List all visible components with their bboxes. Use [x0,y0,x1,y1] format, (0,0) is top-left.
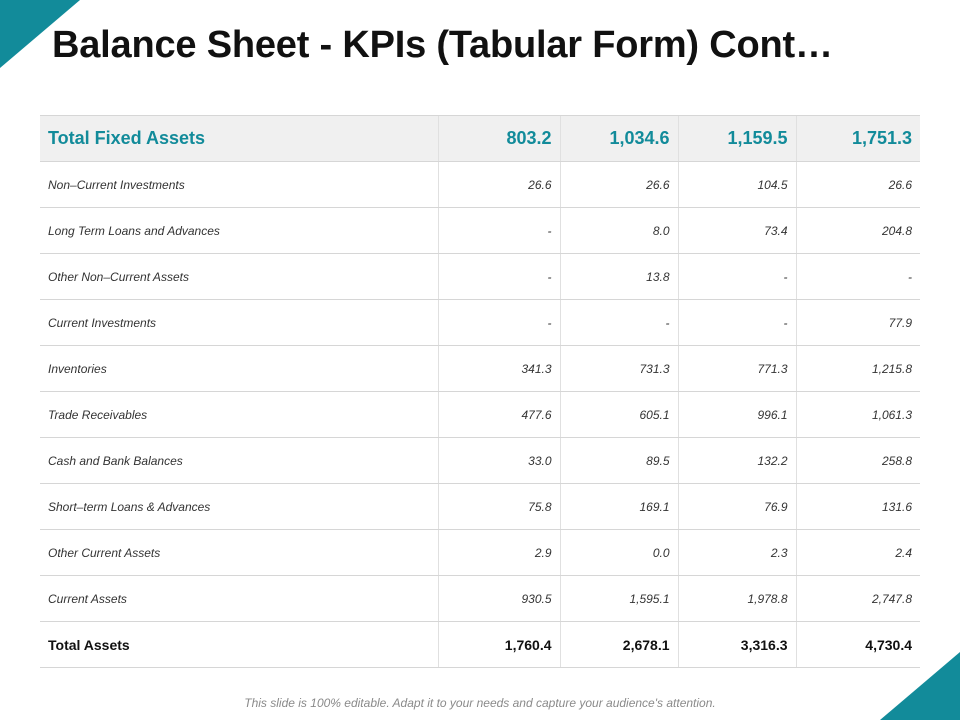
table-row [40,484,920,530]
cell-value: 75.8 [438,484,560,530]
cell-value: - [678,254,796,300]
row-label: Current Investments [40,300,438,346]
footer-note: This slide is 100% editable. Adapt it to your needs and capture your audience's attention. [244,696,716,710]
total-value: 3,316.3 [678,622,796,668]
row-label: Other Non–Current Assets [40,254,438,300]
table-row [40,530,920,576]
cell-value: 2.3 [678,530,796,576]
total-value: 2,678.1 [560,622,678,668]
table-total-row [40,622,920,668]
cell-value: 1,061.3 [796,392,920,438]
cell-value: 131.6 [796,484,920,530]
cell-value: 2.9 [438,530,560,576]
cell-value: 204.8 [796,208,920,254]
cell-value: 169.1 [560,484,678,530]
table-row [40,254,920,300]
header-value: 803.2 [438,116,560,162]
cell-value: 731.3 [560,346,678,392]
cell-value: - [438,300,560,346]
row-label: Short–term Loans & Advances [40,484,438,530]
table-row [40,346,920,392]
cell-value: 1,978.8 [678,576,796,622]
header-value: 1,159.5 [678,116,796,162]
total-label: Total Assets [40,622,438,668]
cell-value: 996.1 [678,392,796,438]
cell-value: 76.9 [678,484,796,530]
cell-value: 26.6 [560,162,678,208]
row-label: Cash and Bank Balances [40,438,438,484]
cell-value: 89.5 [560,438,678,484]
cell-value: 2,747.8 [796,576,920,622]
total-value: 1,760.4 [438,622,560,668]
cell-value: 132.2 [678,438,796,484]
header-label: Total Fixed Assets [40,116,438,162]
table-header-row [40,116,920,162]
cell-value: 1,215.8 [796,346,920,392]
slide-title: Balance Sheet - KPIs (Tabular Form) Cont… [52,24,833,66]
cell-value: 33.0 [438,438,560,484]
cell-value: 1,595.1 [560,576,678,622]
table-row [40,438,920,484]
table-row [40,162,920,208]
row-label: Other Current Assets [40,530,438,576]
row-label: Non–Current Investments [40,162,438,208]
cell-value: 77.9 [796,300,920,346]
cell-value: 26.6 [438,162,560,208]
cell-value: 258.8 [796,438,920,484]
cell-value: - [438,208,560,254]
table-row [40,576,920,622]
row-label: Long Term Loans and Advances [40,208,438,254]
cell-value: - [796,254,920,300]
cell-value: - [438,254,560,300]
cell-value: - [678,300,796,346]
row-label: Trade Receivables [40,392,438,438]
header-value: 1,751.3 [796,116,920,162]
row-label: Inventories [40,346,438,392]
cell-value: 8.0 [560,208,678,254]
header-value: 1,034.6 [560,116,678,162]
cell-value: 477.6 [438,392,560,438]
total-value: 4,730.4 [796,622,920,668]
cell-value: 2.4 [796,530,920,576]
cell-value: - [560,300,678,346]
cell-value: 26.6 [796,162,920,208]
cell-value: 930.5 [438,576,560,622]
cell-value: 73.4 [678,208,796,254]
cell-value: 771.3 [678,346,796,392]
row-label: Current Assets [40,576,438,622]
cell-value: 104.5 [678,162,796,208]
cell-value: 13.8 [560,254,678,300]
cell-value: 0.0 [560,530,678,576]
cell-value: 341.3 [438,346,560,392]
table-row [40,208,920,254]
cell-value: 605.1 [560,392,678,438]
table-row [40,300,920,346]
table-row [40,392,920,438]
kpi-table [40,115,920,668]
